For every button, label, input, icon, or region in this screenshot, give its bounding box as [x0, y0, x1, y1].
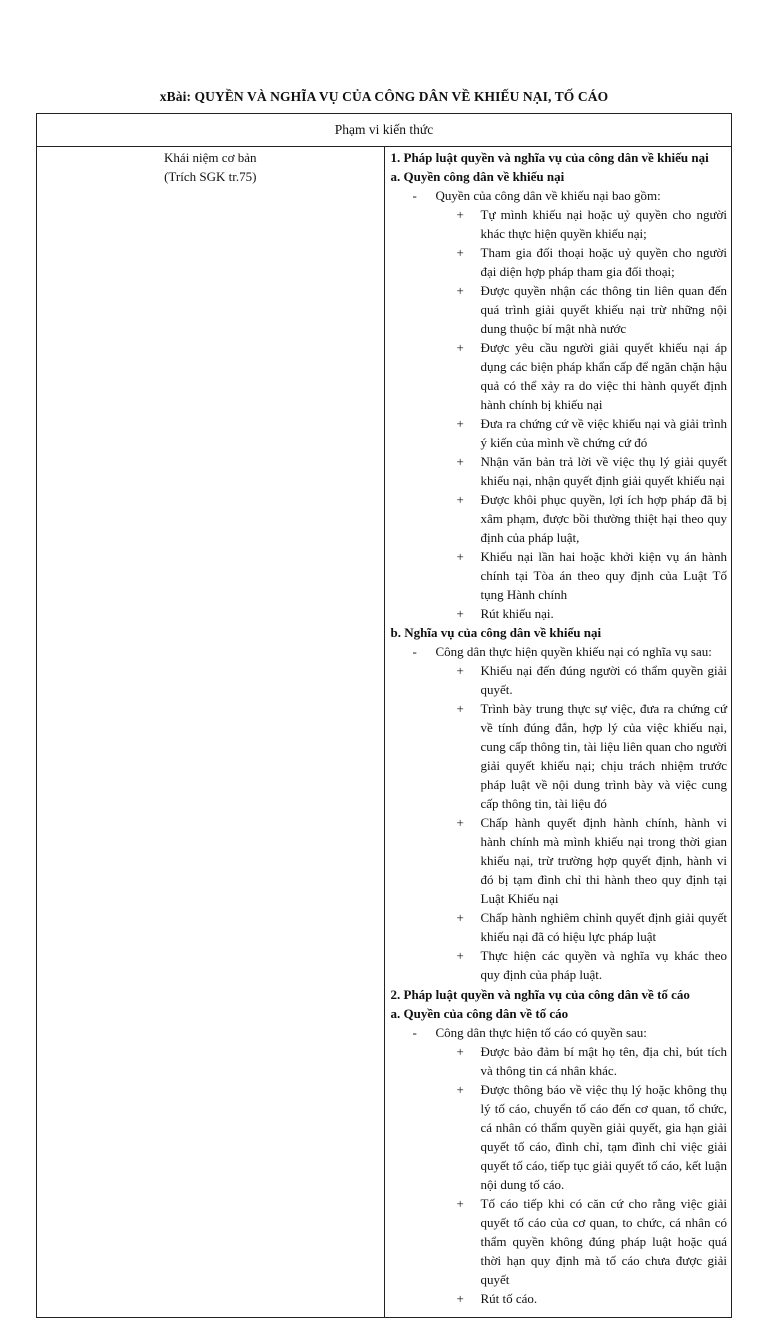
plus-bullet: +	[456, 1196, 464, 1211]
section-heading: 1. Pháp luật quyền và nghĩa vụ của công dân về khiếu nại	[390, 150, 709, 165]
list-item	[391, 243, 728, 281]
subsection-heading: b. Nghĩa vụ của công dân về khiếu nại	[390, 625, 602, 640]
list-item-text: Được thông báo về việc thụ lý hoặc không thụ lý tố cáo, chuyển tố cáo đến cơ quan, tổ chức, cá nhân có thẩm quyền giải quyết, gia hạn giải quyết tố cáo, đình chỉ, tạm đình chỉ việc giải quyết tố cáo, tiếp tục giải quyết tố cáo, kết luận nội dung tố cáo.	[480, 1082, 727, 1192]
plus-bullet: +	[456, 207, 464, 222]
plus-bullet: +	[456, 1044, 464, 1059]
list-item-text: Tham gia đối thoại hoặc uỷ quyền cho người đại diện hợp pháp tham gia đối thoại;	[480, 245, 727, 279]
plus-bullet: +	[456, 1082, 464, 1097]
plus-bullet: +	[456, 701, 464, 716]
plus-bullet: +	[456, 492, 464, 507]
list-item-text: Chấp hành quyết định hành chính, hành vi hành chính mà mình khiếu nại trong thời gian khiếu nại, trừ trường hợp quyết định, hành vi đó bị tạm đình chỉ thi hành theo quy định tại Luật Khiếu nại	[480, 815, 727, 906]
content-body	[391, 148, 728, 1308]
content-column	[384, 147, 732, 1318]
list-item	[391, 604, 728, 623]
list-item	[391, 1194, 728, 1289]
plus-bullet: +	[456, 283, 464, 298]
plus-bullet: +	[456, 815, 464, 830]
subsection-heading: a. Quyền của công dân về tố cáo	[390, 1006, 569, 1021]
list-item	[391, 1080, 728, 1194]
dash-bullet: -	[412, 1025, 417, 1040]
list-intro	[391, 1023, 728, 1042]
list-item-text: Nhận văn bản trả lời về việc thụ lý giải quyết khiếu nại, nhận quyết định giải quyết khiếu nại	[480, 454, 727, 488]
concept-source: (Trích SGK tr.75)	[164, 169, 257, 184]
subsection-heading: a. Quyền công dân về khiếu nại	[390, 169, 565, 184]
list-item	[391, 414, 728, 452]
list-item	[391, 338, 728, 414]
dash-bullet: -	[412, 644, 417, 659]
plus-bullet: +	[456, 1291, 464, 1306]
plus-bullet: +	[456, 549, 464, 564]
list-item-text: Tố cáo tiếp khi có căn cứ cho rằng việc giải quyết tố cáo của cơ quan, to chức, cá nhân có thẩm quyền không đúng pháp luật hoặc quá thời hạn quy định mà tố cáo chưa được giải quyết	[480, 1196, 727, 1287]
list-item-text: Được khôi phục quyền, lợi ích hợp pháp đã bị xâm phạm, được bồi thường thiệt hại theo quy định của pháp luật,	[480, 492, 727, 545]
list-item	[391, 452, 728, 490]
list-item-text: Tự mình khiếu nại hoặc uỷ quyền cho người khác thực hiện quyền khiếu nại;	[480, 207, 727, 241]
list-item	[391, 813, 728, 908]
list-intro-text: Công dân thực hiện quyền khiếu nại có nghĩa vụ sau:	[435, 644, 712, 659]
plus-bullet: +	[456, 910, 464, 925]
list-item-text: Khiếu nại đến đúng người có thẩm quyền giải quyết.	[480, 663, 727, 697]
list-item	[391, 699, 728, 813]
list-item	[391, 281, 728, 338]
list-item-text: Trình bày trung thực sự việc, đưa ra chứng cứ về tính đúng đắn, hợp lý của việc khiếu nại, cung cấp thông tin, tài liệu liên quan cho người giải quyết khiếu nại; chịu trách nhiệm trước pháp luật về nội dung trình bày và việc cung cấp thông tin, tài liệu đó	[480, 701, 727, 811]
list-item-text: Rút khiếu nại.	[480, 606, 554, 621]
plus-bullet: +	[456, 663, 464, 678]
list-item	[391, 946, 728, 984]
section-heading: 2. Pháp luật quyền và nghĩa vụ của công dân về tố cáo	[390, 987, 690, 1002]
list-intro	[391, 642, 728, 661]
concept-label: Khái niệm cơ bản	[164, 150, 257, 165]
list-item	[391, 490, 728, 547]
list-item-text: Chấp hành nghiêm chỉnh quyết định giải quyết khiếu nại đã có hiệu lực pháp luật	[480, 910, 727, 944]
list-item	[391, 1289, 728, 1308]
knowledge-table	[36, 113, 732, 1318]
plus-bullet: +	[456, 416, 464, 431]
concept-column	[37, 147, 385, 1318]
list-intro	[391, 186, 728, 205]
document-title: xBài: QUYỀN VÀ NGHĨA VỤ CỦA CÔNG DÂN VỀ KHIẾU NẠI, TỐ CÁO	[159, 89, 609, 104]
list-intro-text: Quyền của công dân về khiếu nại bao gồm:	[435, 188, 661, 203]
list-item-text: Đưa ra chứng cứ về việc khiếu nại và giải trình ý kiến của mình về chứng cứ đó	[480, 416, 727, 450]
plus-bullet: +	[456, 245, 464, 260]
list-item	[391, 547, 728, 604]
list-item-text: Thực hiện các quyền và nghĩa vụ khác theo quy định của pháp luật.	[480, 948, 727, 982]
list-item-text: Được quyền nhận các thông tin liên quan đến quá trình giải quyết khiếu nại trừ những nội dung thuộc bí mật nhà nước	[480, 283, 727, 336]
plus-bullet: +	[456, 948, 464, 963]
list-item	[391, 908, 728, 946]
plus-bullet: +	[456, 606, 464, 621]
table-header: Phạm vi kiến thức	[37, 114, 732, 147]
list-item-text: Khiếu nại lần hai hoặc khởi kiện vụ án hành chính tại Tòa án theo quy định của Luật Tố tụng Hành chính	[480, 549, 727, 602]
list-item-text: Được bảo đảm bí mật họ tên, địa chỉ, bút tích và thông tin cá nhân khác.	[480, 1044, 727, 1078]
list-item-text: Được yêu cầu người giải quyết khiếu nại áp dụng các biện pháp khẩn cấp để ngăn chặn hậu quả có thể xảy ra do việc thi hành quyết định hành chính bị khiếu nại	[480, 340, 727, 412]
list-item	[391, 1042, 728, 1080]
list-item-text: Rút tố cáo.	[480, 1291, 538, 1306]
plus-bullet: +	[456, 340, 464, 355]
plus-bullet: +	[456, 454, 464, 469]
list-item	[391, 205, 728, 243]
list-intro-text: Công dân thực hiện tố cáo có quyền sau:	[435, 1025, 647, 1040]
dash-bullet: -	[412, 188, 417, 203]
list-item	[391, 661, 728, 699]
